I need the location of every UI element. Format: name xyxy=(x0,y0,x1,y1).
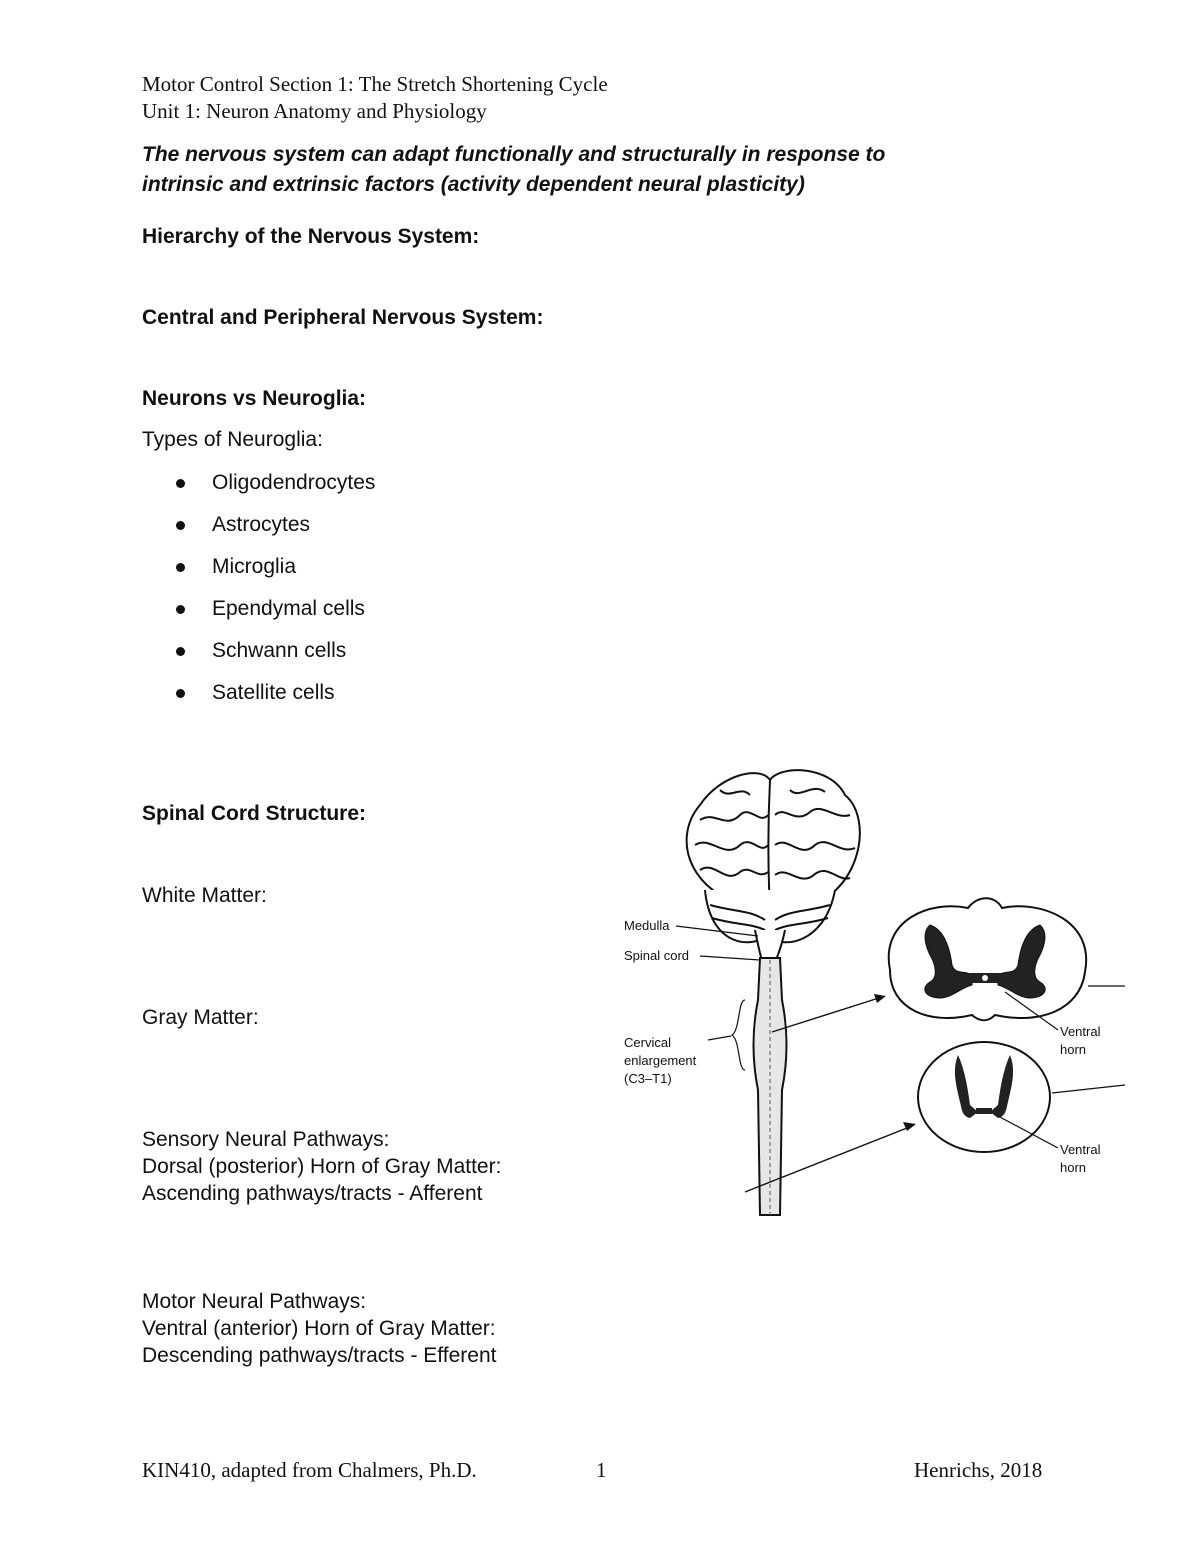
list-item: Astrocytes xyxy=(142,512,542,554)
arrow-head-icon xyxy=(874,994,886,1003)
lead-line-2: intrinsic and extrinsic factors (activity dependent neural plasticity) xyxy=(142,173,805,196)
bullet-icon xyxy=(176,563,185,572)
sensory-horn: Dorsal (posterior) Horn of Gray Matter: xyxy=(142,1155,502,1178)
types-of-neuroglia-label: Types of Neuroglia: xyxy=(142,428,323,451)
header-unit: Unit 1: Neuron Anatomy and Physiology xyxy=(142,99,487,123)
heading-cns-pns: Central and Peripheral Nervous System: xyxy=(142,306,544,329)
motor-tracts: Descending pathways/tracts - Efferent xyxy=(142,1344,497,1367)
bullet-icon xyxy=(176,521,185,530)
cervical-bracket xyxy=(732,1000,745,1070)
heading-spinal-cord-structure: Spinal Cord Structure: xyxy=(142,802,367,825)
list-item: Microglia xyxy=(142,554,542,596)
brain-illustration xyxy=(687,770,860,960)
label-horn-1: horn xyxy=(1060,1042,1087,1057)
label-cervical-2: enlargement xyxy=(624,1053,697,1068)
cervical-cross-section xyxy=(889,898,1086,1020)
sensory-tracts: Ascending pathways/tracts - Afferent xyxy=(142,1182,483,1205)
gray-matter-label: Gray Matter: xyxy=(142,1006,259,1029)
label-horn-2: horn xyxy=(1060,1160,1087,1175)
label-spinal-cord: Spinal cord xyxy=(624,948,690,963)
page-number: 1 xyxy=(596,1458,607,1482)
header-course: Motor Control Section 1: The Stretch Shortening Cycle xyxy=(142,72,608,96)
motor-title: Motor Neural Pathways: xyxy=(142,1290,367,1313)
bullet-icon xyxy=(176,605,185,614)
thoracic-cross-section xyxy=(918,1042,1050,1152)
lead-line-1: The nervous system can adapt functionally and structurally in response to xyxy=(142,143,886,166)
footer-author: Henrichs, 2018 xyxy=(914,1458,1043,1482)
arrow-upper-section xyxy=(772,997,882,1032)
heading-hierarchy: Hierarchy of the Nervous System: xyxy=(142,225,480,248)
leader-lower-right xyxy=(1052,1085,1125,1093)
heading-neurons-vs-neuroglia: Neurons vs Neuroglia: xyxy=(142,387,367,410)
spinal-cord-figure xyxy=(600,760,1140,1230)
sensory-pathways-block xyxy=(142,1126,501,1207)
white-matter-label: White Matter: xyxy=(142,884,267,907)
label-medulla: Medulla xyxy=(624,918,670,933)
bullet-icon xyxy=(176,479,185,488)
spinal-cord-illustration xyxy=(754,958,787,1215)
bullet-icon xyxy=(176,647,185,656)
list-item: Ependymal cells xyxy=(142,596,542,638)
label-ventral-2: Ventral xyxy=(1060,1142,1101,1157)
motor-pathways-block xyxy=(142,1288,496,1369)
label-cervical-1: Cervical xyxy=(624,1035,671,1050)
lead-statement xyxy=(142,140,885,200)
footer-source: KIN410, adapted from Chalmers, Ph.D. xyxy=(142,1458,477,1482)
list-item: Schwann cells xyxy=(142,638,542,680)
list-item: Oligodendrocytes xyxy=(142,470,542,512)
leader-spinal-cord xyxy=(700,956,760,960)
sensory-title: Sensory Neural Pathways: xyxy=(142,1128,390,1151)
list-item: Satellite cells xyxy=(142,680,542,722)
motor-horn: Ventral (anterior) Horn of Gray Matter: xyxy=(142,1317,496,1340)
label-ventral-1: Ventral xyxy=(1060,1024,1101,1039)
arrow-head-icon xyxy=(903,1122,916,1131)
bullet-icon xyxy=(176,689,185,698)
label-cervical-3: (C3–T1) xyxy=(624,1071,672,1086)
leader-cervical xyxy=(708,1036,731,1040)
neuroglia-list xyxy=(142,470,542,722)
